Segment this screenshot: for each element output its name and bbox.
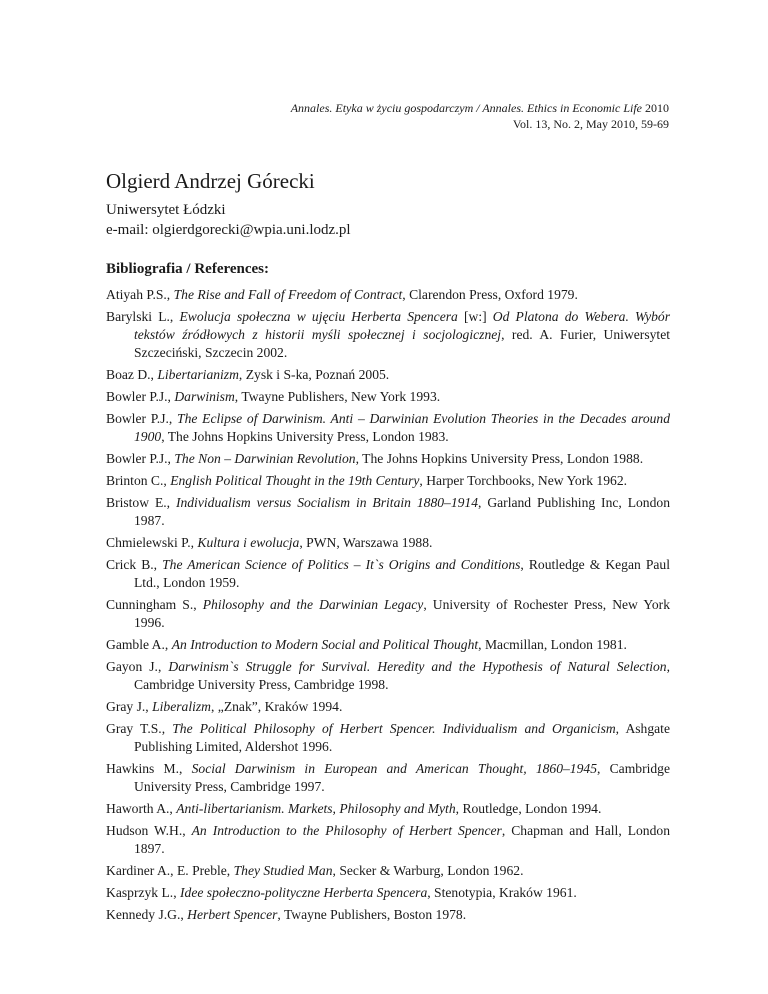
reference-entry bbox=[106, 884, 670, 902]
reference-entry bbox=[106, 308, 670, 362]
reference-entry bbox=[106, 388, 670, 406]
journal-year: 2010 bbox=[642, 101, 669, 115]
reference-author: Bristow E., bbox=[106, 495, 176, 510]
reference-publication: , Stenotypia, Kraków 1961. bbox=[427, 885, 577, 900]
reference-author: Kardiner A., E. Preble, bbox=[106, 863, 234, 878]
reference-entry bbox=[106, 596, 670, 632]
reference-author: Boaz D., bbox=[106, 367, 158, 382]
reference-title: The Political Philosophy of Herbert Spencer. Individualism and Organicism bbox=[172, 721, 616, 736]
reference-publication: , Chapman and Hall, London 1897. bbox=[134, 823, 670, 856]
reference-title: The American Science of Politics – It`s Origins and Conditions bbox=[162, 557, 521, 572]
reference-list bbox=[106, 286, 670, 928]
reference-entry bbox=[106, 472, 670, 490]
reference-title: Darwinism`s Struggle for Survival. Heredity and the Hypothesis of Natural Selection bbox=[168, 659, 667, 674]
reference-author: Cunningham S., bbox=[106, 597, 203, 612]
reference-publication: , Routledge & Kegan Paul Ltd., London 1959. bbox=[134, 557, 670, 590]
reference-entry bbox=[106, 822, 670, 858]
reference-publication: , Twayne Publishers, Boston 1978. bbox=[277, 907, 467, 922]
reference-publication: , „Znak”, Kraków 1994. bbox=[210, 699, 343, 714]
reference-title: Darwinism bbox=[174, 389, 235, 404]
reference-title: Herbert Spencer bbox=[187, 907, 278, 922]
reference-publication: , The Johns Hopkins University Press, London 1988. bbox=[355, 451, 644, 466]
reference-entry bbox=[106, 800, 670, 818]
reference-publication: , Routledge, London 1994. bbox=[455, 801, 602, 816]
reference-title: Libertarianizm bbox=[157, 367, 239, 382]
reference-publication: , red. A. Furier, Uniwersytet Szczeciński, Szczecin 2002. bbox=[134, 327, 671, 360]
reference-author: Atiyah P.S., bbox=[106, 287, 174, 302]
reference-publication: , Secker & Warburg, London 1962. bbox=[332, 863, 524, 878]
author-affiliation: Uniwersytet Łódzki bbox=[106, 202, 226, 218]
reference-title: The Eclipse of Darwinism. Anti – Darwinian Evolution Theories in the Decades around 1900 bbox=[134, 411, 671, 444]
reference-author: Barylski L., bbox=[106, 309, 180, 324]
reference-entry bbox=[106, 698, 670, 716]
reference-title: An Introduction to Modern Social and Political Thought bbox=[171, 637, 479, 652]
reference-entry bbox=[106, 494, 670, 530]
reference-author: Hawkins M., bbox=[106, 761, 192, 776]
reference-author: Kennedy J.G., bbox=[106, 907, 188, 922]
reference-entry bbox=[106, 760, 670, 796]
reference-title: Social Darwinism in European and American Thought, 1860–1945 bbox=[191, 761, 597, 776]
reference-publication: , Twayne Publishers, New York 1993. bbox=[234, 389, 441, 404]
reference-publication: , Cambridge University Press, Cambridge 1997. bbox=[134, 761, 671, 794]
reference-entry bbox=[106, 410, 670, 446]
reference-publication: , The Johns Hopkins University Press, London 1983. bbox=[161, 429, 449, 444]
reference-title: Individualism versus Socialism in Britain 1880–1914 bbox=[175, 495, 479, 510]
reference-publication: , PWN, Warszawa 1988. bbox=[299, 535, 433, 550]
reference-author: Chmielewski P., bbox=[106, 535, 198, 550]
reference-author: Hudson W.H., bbox=[106, 823, 192, 838]
reference-author: Haworth A., bbox=[106, 801, 177, 816]
reference-entry bbox=[106, 720, 670, 756]
reference-publication: , Macmillan, London 1981. bbox=[478, 637, 627, 652]
reference-title: An Introduction to the Philosophy of Herbert Spencer bbox=[191, 823, 502, 838]
reference-author: Bowler P.J., bbox=[106, 451, 175, 466]
reference-publication: , Clarendon Press, Oxford 1979. bbox=[402, 287, 578, 302]
reference-title: Idee społeczno-polityczne Herberta Spencera bbox=[180, 885, 428, 900]
reference-author: Brinton C., bbox=[106, 473, 171, 488]
reference-publication: , Ashgate Publishing Limited, Aldershot 1996. bbox=[134, 721, 670, 754]
reference-entry bbox=[106, 450, 670, 468]
reference-author: Gray T.S., bbox=[106, 721, 173, 736]
reference-author: Bowler P.J., bbox=[106, 389, 175, 404]
reference-title: Kultura i ewolucja bbox=[197, 535, 300, 550]
reference-entry bbox=[106, 636, 670, 654]
reference-author: Gray J., bbox=[106, 699, 153, 714]
reference-source-title: Od Platona do Webera. Wybór tekstów źródłowych z historii myśli społecznej i socjologicznej bbox=[134, 309, 671, 342]
reference-entry bbox=[106, 906, 670, 924]
reference-author: Crick B., bbox=[106, 557, 163, 572]
reference-title: They Studied Man bbox=[233, 863, 333, 878]
bibliography-heading: Bibliografia / References: bbox=[106, 261, 270, 277]
reference-connector: [w:] bbox=[457, 309, 493, 324]
reference-publication: , University of Rochester Press, New York 1996. bbox=[134, 597, 670, 630]
journal-title-line bbox=[291, 100, 669, 116]
reference-entry bbox=[106, 658, 670, 694]
reference-entry bbox=[106, 556, 670, 592]
reference-author: Bowler P.J., bbox=[106, 411, 178, 426]
journal-title: Annales. Etyka w życiu gospodarczym / Annales. Ethics in Economic Life bbox=[290, 101, 642, 115]
reference-entry bbox=[106, 286, 670, 304]
reference-entry bbox=[106, 862, 670, 880]
reference-publication: , Zysk i S-ka, Poznań 2005. bbox=[238, 367, 390, 382]
journal-volume: Vol. 13, No. 2, May 2010, 59-69 bbox=[512, 117, 669, 131]
journal-header bbox=[291, 100, 669, 132]
author-email: e-mail: olgierdgorecki@wpia.uni.lodz.pl bbox=[106, 222, 351, 238]
author-block bbox=[106, 168, 351, 240]
reference-entry bbox=[106, 534, 670, 552]
reference-publication: , Garland Publishing Inc, London 1987. bbox=[134, 495, 670, 528]
reference-title: English Political Thought in the 19th Century bbox=[170, 473, 420, 488]
reference-publication: , Cambridge University Press, Cambridge 1998. bbox=[134, 659, 670, 692]
reference-title: Ewolucja społeczna w ujęciu Herberta Spencera bbox=[179, 309, 458, 324]
reference-title: Liberalizm bbox=[152, 699, 211, 714]
reference-author: Gayon J., bbox=[106, 659, 169, 674]
reference-entry bbox=[106, 366, 670, 384]
reference-author: Gamble A., bbox=[106, 637, 172, 652]
reference-title: Philosophy and the Darwinian Legacy bbox=[202, 597, 424, 612]
reference-title: The Rise and Fall of Freedom of Contract bbox=[173, 287, 403, 302]
reference-publication: , Harper Torchbooks, New York 1962. bbox=[419, 473, 628, 488]
reference-title: The Non – Darwinian Revolution bbox=[174, 451, 356, 466]
author-name: Olgierd Andrzej Górecki bbox=[106, 169, 315, 193]
reference-title: Anti-libertarianism. Markets, Philosophy and Myth bbox=[176, 801, 456, 816]
reference-author: Kasprzyk L., bbox=[106, 885, 180, 900]
